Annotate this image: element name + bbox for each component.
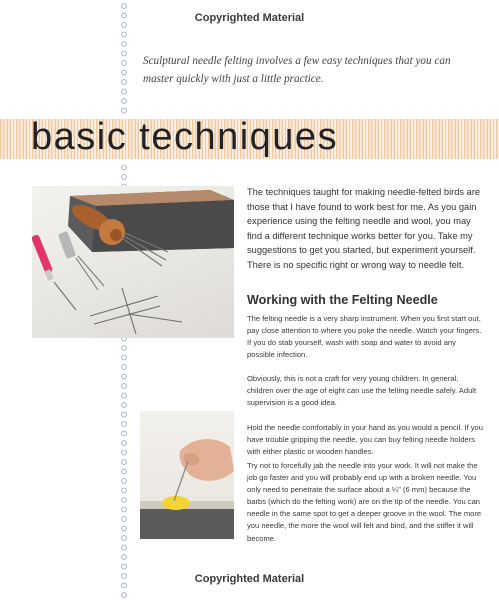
spiral-hole	[122, 498, 127, 503]
spiral-hole	[122, 545, 127, 550]
photo-hand-needle	[140, 411, 234, 539]
spiral-hole	[122, 536, 127, 541]
watermark-bottom: Copyrighted Material	[194, 573, 305, 585]
section-heading: Working with the Felting Needle	[247, 293, 438, 307]
spiral-hole	[122, 412, 127, 417]
photo-felting-tools	[32, 186, 234, 338]
paragraph-3: Hold the needle comfortably in your hand as you would a pencil. If you have trouble gripping the needle, you can buy felting needle holders with either plastic or wooden handles.	[247, 423, 483, 457]
spiral-hole	[122, 365, 127, 370]
spiral-hole	[122, 165, 127, 170]
spiral-hole	[122, 469, 127, 474]
lead-paragraph: The techniques taught for making needle-felted birds are those that I have found to work best for me. As you gain experience using the felting needle and wool, you may find a different technique works better for you. Take my suggestions to get you started, but experiment yourself. There is no specific right or wrong way to needle felt.	[247, 187, 481, 270]
spiral-hole	[122, 32, 127, 37]
spiral-hole	[122, 403, 127, 408]
spiral-hole	[122, 374, 127, 379]
page-title: basic techniques	[31, 116, 339, 158]
spiral-hole	[122, 488, 127, 493]
spiral-hole	[122, 479, 127, 484]
spiral-hole	[122, 42, 127, 47]
spiral-hole	[122, 99, 127, 104]
spiral-hole	[122, 460, 127, 465]
spiral-hole	[122, 175, 127, 180]
spiral-hole	[122, 384, 127, 389]
spiral-hole	[122, 431, 127, 436]
spiral-hole	[122, 526, 127, 531]
paragraph-1: The felting needle is a very sharp instrument. When you first start out, pay close attention to where you poke the needle. Watch your fingers. If you do stab yourself, wash with soap and water to avoid any possible infection.	[247, 314, 482, 360]
intro-text: Sculptural needle felting involves a few easy techniques that you can master quickly with just a little practice.	[143, 55, 451, 85]
spiral-hole	[122, 593, 127, 598]
spiral-hole	[122, 51, 127, 56]
spiral-hole	[122, 422, 127, 427]
spiral-hole	[122, 346, 127, 351]
spiral-hole	[122, 564, 127, 569]
spiral-hole	[122, 450, 127, 455]
spiral-hole	[122, 13, 127, 18]
spiral-hole	[122, 23, 127, 28]
spiral-hole	[122, 61, 127, 66]
spiral-hole	[122, 517, 127, 522]
spiral-hole	[122, 507, 127, 512]
spiral-hole	[122, 4, 127, 9]
spiral-hole	[122, 393, 127, 398]
spiral-hole	[122, 89, 127, 94]
spiral-hole	[122, 441, 127, 446]
watermark-top: Copyrighted Material	[194, 12, 305, 24]
spiral-hole	[122, 70, 127, 75]
spiral-hole	[122, 80, 127, 85]
paragraph-2: Obviously, this is not a craft for very young children. In general, children over the age of eight can use the felting needle safely. Adult supervision is a good idea.	[247, 374, 477, 408]
paragraph-4: Try not to forcefully jab the needle into your work. It will not make the job go faster and you will probably end up with a broken needle. You only need to penetrate the surface about a ¼" (6 mm) because the barbs (which do the felting work) are on the tip of the needle. You can needle in the same spot to get a deeper groove in the wool. The more you needle, the more the wool will felt and bind, and the stiffer it will become.	[247, 461, 482, 543]
spiral-hole	[122, 555, 127, 560]
spiral-hole	[122, 355, 127, 360]
